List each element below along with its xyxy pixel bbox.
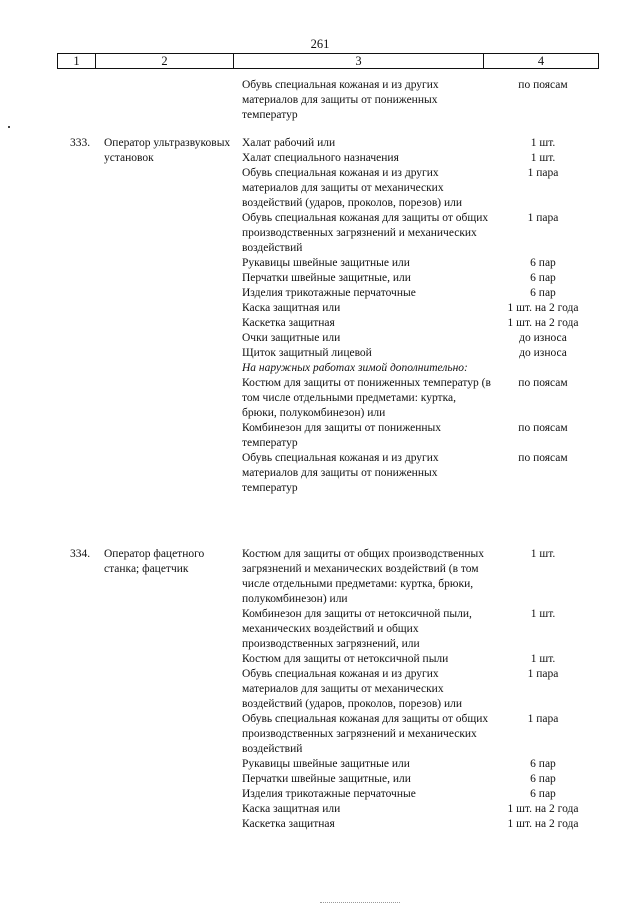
column-header-3: 3: [234, 54, 484, 68]
entry-items: [242, 136, 640, 496]
entry-number: 334.: [70, 548, 91, 560]
page-number: 261: [310, 37, 330, 51]
item-name: Костюм для защиты от пониженных температур (в том числе отдельными предметами: куртка, брюки, полукомбинезон) или: [242, 377, 491, 419]
table-row: [242, 712, 640, 757]
item-name: Халат специального назначения: [242, 152, 399, 164]
item-quantity: 1 пара: [527, 212, 559, 224]
column-header-4: 4: [537, 54, 545, 68]
item-quantity: 1 шт.: [530, 548, 556, 560]
item-quantity: до износа: [519, 347, 567, 359]
table-row: [242, 316, 640, 331]
item-name: Очки защитные или: [242, 332, 341, 344]
item-name: Костюм для защиты от общих производственных загрязнений и механических воздействий (в том числе отдельными предметами: куртка, брюки, полукомбинезон) или: [242, 548, 484, 605]
column-header-1: 1: [58, 54, 96, 68]
table-row: [242, 376, 640, 421]
column-header-2: 2: [96, 54, 234, 68]
table-row: [242, 211, 640, 256]
item-name: Обувь специальная кожаная и из других материалов для защиты от механических воздействий (ударов, проколов, порезов) или: [242, 668, 463, 710]
continuation-items: [242, 78, 640, 123]
item-quantity: 1 шт.: [530, 152, 556, 164]
table-row: [242, 757, 640, 772]
table-row: [242, 802, 640, 817]
table-row: [242, 667, 640, 712]
profession-name: Оператор фацетного станка; фацетчик: [104, 548, 205, 575]
item-quantity: 6 пар: [530, 287, 556, 299]
item-quantity: по поясам: [518, 422, 568, 434]
item-quantity: 1 шт.: [530, 137, 556, 149]
table-row: [242, 301, 640, 316]
table-row: [242, 607, 640, 652]
item-name: Каска защитная или: [242, 803, 341, 815]
scan-artifact-dots: [320, 902, 400, 904]
item-name: Перчатки швейные защитные, или: [242, 773, 411, 785]
item-name: Халат рабочий или: [242, 137, 336, 149]
section-note: На наружных работах зимой дополнительно:: [242, 362, 468, 374]
table-row: [242, 166, 640, 211]
table-row: [242, 271, 640, 286]
item-name: Изделия трикотажные перчаточные: [242, 287, 416, 299]
item-name: Каскетка защитная: [242, 818, 335, 830]
table-row: [242, 331, 640, 346]
item-name: Каска защитная или: [242, 302, 341, 314]
table-row: [242, 78, 640, 123]
item-quantity: до износа: [519, 332, 567, 344]
column-header-row: [57, 53, 599, 69]
item-name: Рукавицы швейные защитные или: [242, 758, 410, 770]
item-quantity: по поясам: [518, 377, 568, 389]
item-name: Обувь специальная кожаная и из других материалов для защиты от пониженных температур: [242, 452, 439, 494]
item-name: Обувь специальная кожаная для защиты от общих производственных загрязнений и механических воздействий: [242, 212, 489, 254]
item-quantity: по поясам: [518, 452, 568, 464]
item-quantity: 1 шт. на 2 года: [507, 803, 579, 815]
item-name: Комбинезон для защиты от нетоксичной пыли, механических воздействий и общих производственных загрязнений, или: [242, 608, 472, 650]
item-quantity: 1 пара: [527, 668, 559, 680]
item-quantity: 6 пар: [530, 758, 556, 770]
item-quantity: 1 пара: [527, 167, 559, 179]
item-quantity: 6 пар: [530, 788, 556, 800]
table-row: [242, 652, 640, 667]
item-quantity: 6 пар: [530, 773, 556, 785]
table-row: [242, 286, 640, 301]
item-quantity: 6 пар: [530, 272, 556, 284]
table-row: [242, 361, 640, 376]
item-name: Костюм для защиты от нетоксичной пыли: [242, 653, 449, 665]
item-name: Рукавицы швейные защитные или: [242, 257, 410, 269]
item-name: Каскетка защитная: [242, 317, 335, 329]
item-name: Комбинезон для защиты от пониженных температур: [242, 422, 441, 449]
item-quantity: 1 шт.: [530, 608, 556, 620]
item-name: Щиток защитный лицевой: [242, 347, 372, 359]
table-row: [242, 772, 640, 787]
table-row: [242, 817, 640, 832]
item-quantity: по поясам: [518, 79, 568, 91]
table-row: [242, 547, 640, 607]
profession-name: Оператор ультразвуковых установок: [104, 137, 231, 164]
table-row: [242, 136, 640, 151]
table-row: [242, 451, 640, 496]
item-name: Перчатки швейные защитные, или: [242, 272, 411, 284]
item-quantity: 1 шт. на 2 года: [507, 317, 579, 329]
item-name: Изделия трикотажные перчаточные: [242, 788, 416, 800]
item-quantity: 1 шт. на 2 года: [507, 302, 579, 314]
entry-number: 333.: [70, 137, 91, 149]
table-row: [242, 151, 640, 166]
table-row: [242, 256, 640, 271]
table-row: [242, 787, 640, 802]
scan-mark: [8, 126, 10, 128]
item-name: Обувь специальная кожаная и из других материалов для защиты от пониженных температур: [242, 79, 439, 121]
item-quantity: 1 шт. на 2 года: [507, 818, 579, 830]
table-row: [242, 421, 640, 451]
table-row: [242, 346, 640, 361]
entry-items: [242, 547, 640, 832]
item-quantity: 6 пар: [530, 257, 556, 269]
item-name: Обувь специальная кожаная и из других материалов для защиты от механических воздействий (ударов, проколов, порезов) или: [242, 167, 463, 209]
item-name: Обувь специальная кожаная для защиты от общих производственных загрязнений и механических воздействий: [242, 713, 489, 755]
item-quantity: 1 пара: [527, 713, 559, 725]
item-quantity: 1 шт.: [530, 653, 556, 665]
